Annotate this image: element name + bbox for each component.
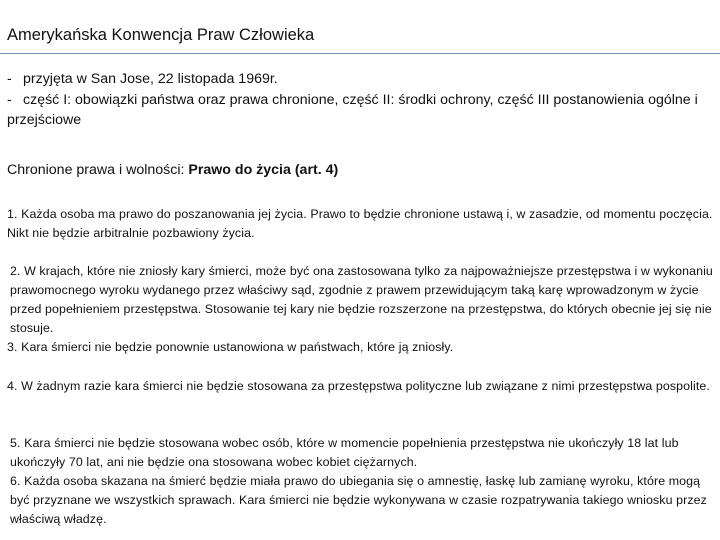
article-paragraph-4 [7,377,713,396]
article-point-1: 1. Każda osoba ma prawo do poszanowania jej życia. Prawo to będzie chronione ustawą i, w zasadzie, od momentu poczęcia. Nikt nie będzie arbitralnie pozbawiony życia. [7,207,713,240]
intro-block [7,69,713,131]
article-point-4: 4. W żadnym razie kara śmierci nie będzie stosowana za przestępstwa polityczne lub związane z nimi przestępstwa pospolite. [7,379,710,393]
slide-title: Amerykańska Konwencja Praw Człowieka [7,26,315,44]
adoption-text: przyjęta w San Jose, 22 listopada 1969r. [23,71,278,87]
article-point-2: 2. W krajach, które nie zniosły kary śmierci, może być ona zastosowana tylko za najpoważniejsze przestępstwa i w wykonaniu prawomocnego wyroku wydanego przez właściwy sąd, zgodnie z prawem przewidującym taką karę wprowadzonym w życie przed popełnieniem przestępstwa. Stosowanie tej kary nie będzie rozszerzone na przestępstwa, do których obecnie jej się nie stosuje. [10,264,713,335]
intro-line-adoption [7,69,713,90]
bullet-dash: - [7,71,12,87]
article-point-3: 3. Kara śmierci nie będzie ponownie ustanowiona w państwach, które ją zniosły. [7,340,454,354]
article-point-5: 5. Kara śmierci nie będzie stosowana wobec osób, które w momencie popełnienia przestępstwa nie ukończyły 18 lat lub ukończyły 70 lat, ani nie będzie ona stosowana wobec kobiet ciężarnych. [10,436,679,469]
title-underline [0,53,720,54]
rights-heading-prefix: Chronione prawa i wolności: [7,162,189,178]
rights-heading [7,162,338,178]
article-paragraph-5 [7,434,713,529]
rights-heading-bold: Prawo do życia (art. 4) [188,162,339,178]
structure-text: część I: obowiązki państwa oraz prawa chronione, część II: środki ochrony, część III postanowienia ogólne i przejściowe [7,91,698,128]
article-paragraph-1 [7,205,713,243]
bullet-dash: - [7,91,12,108]
article-paragraph-2 [7,262,713,357]
intro-line-structure [7,90,713,131]
article-point-6: 6. Każda osoba skazana na śmierć będzie miała prawo do ubiegania się o amnestię, łaskę lub zamianę wyroku, które mogą być przyznane we wszystkich sprawach. Kara śmierci nie będzie wykonywana w czasie rozpatrywania takiego wniosku przez właściwą władzę. [10,474,707,526]
